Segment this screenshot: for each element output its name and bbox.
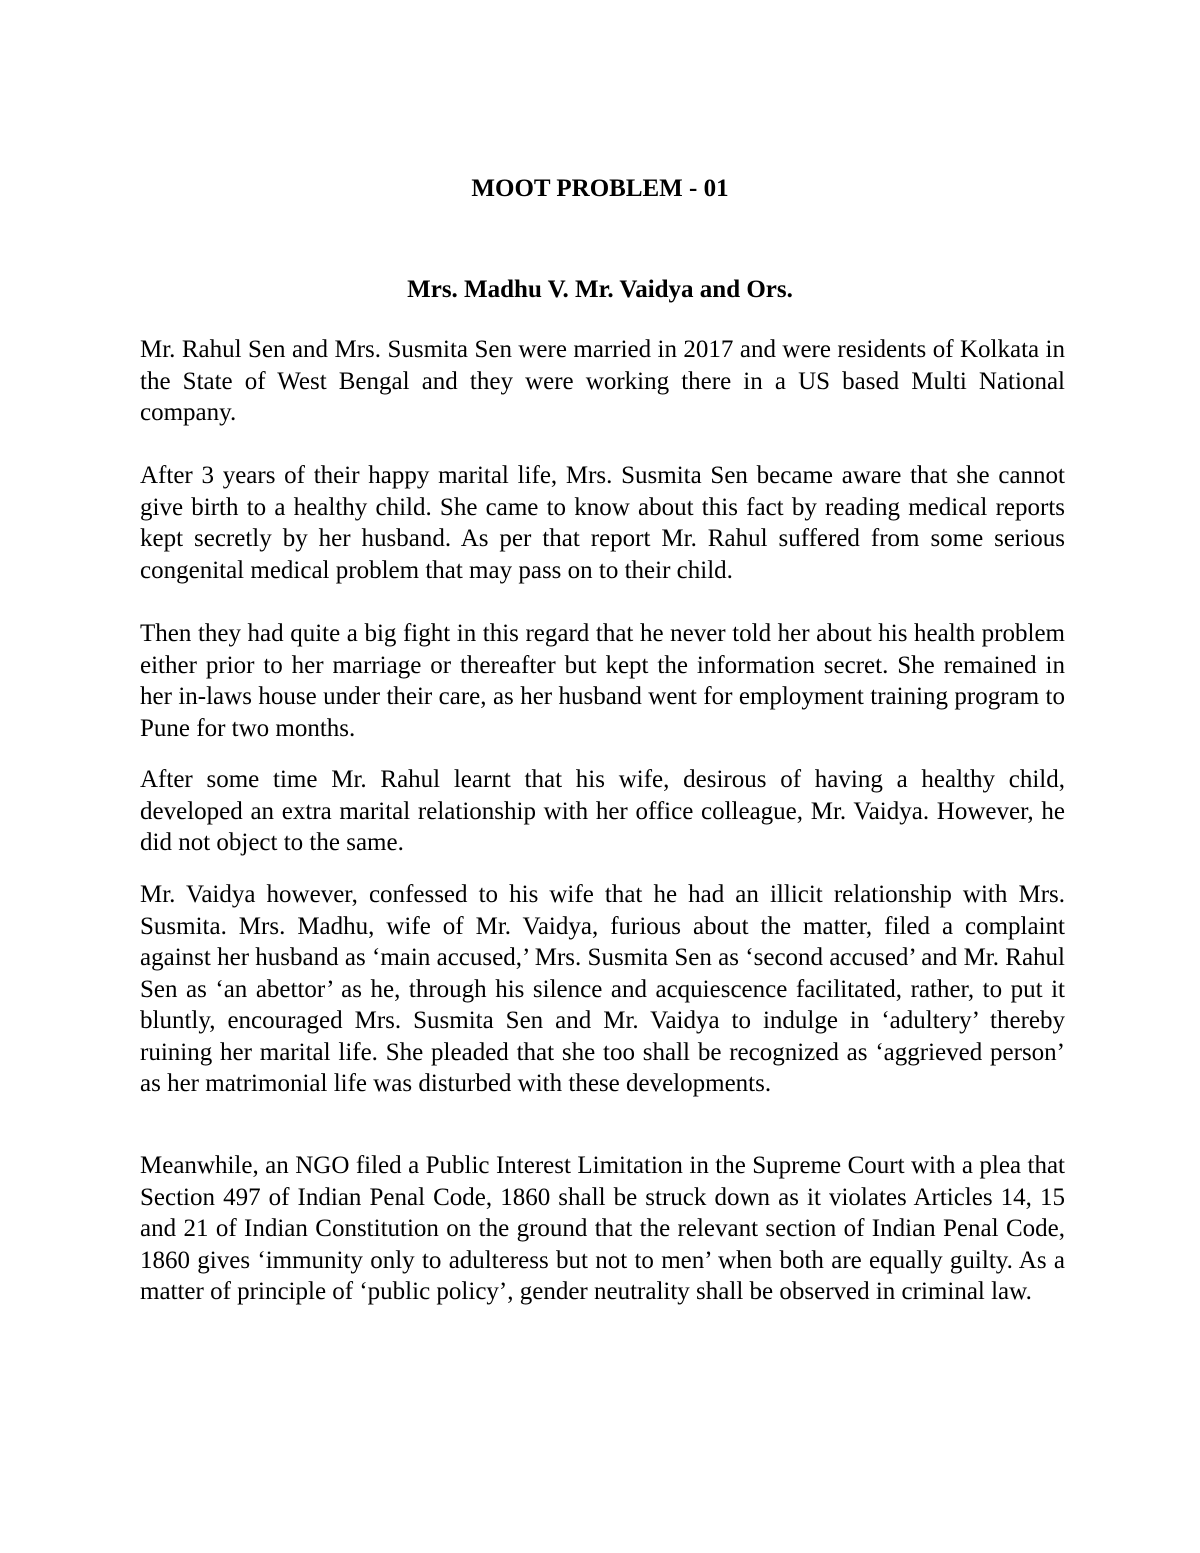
case-title: Mrs. Madhu V. Mr. Vaidya and Ors. bbox=[407, 276, 793, 303]
paragraph-complaint: Mr. Vaidya however, confessed to his wife that he had an illicit relationship with Mrs. Susmita. Mrs. Madhu, wife of Mr. Vaidya, furious about the matter, filed a complaint against her husband as ‘main accused,’ Mrs. Susmita Sen as ‘second accused’ and Mr. Rahul Sen as ‘an abettor’ as he, through his silence and acquiescence facilitated, rather, to put it bluntly, encouraged Mrs. Susmita Sen and Mr. Vaidya to indulge in ‘adultery’ thereby ruining her marital life. She pleaded that she too shall be recognized as ‘aggrieved person’ as her matrimonial life was disturbed with these developments. bbox=[140, 881, 1065, 1097]
document-title: MOOT PROBLEM - 01 bbox=[471, 175, 729, 202]
paragraph-medical-discovery: After 3 years of their happy marital life, Mrs. Susmita Sen became aware that she cannot give birth to a healthy child. She came to know about this fact by reading medical reports kept secretly by her husband. As per that report Mr. Rahul suffered from some serious congenital medical problem that may pass on to their child. bbox=[140, 462, 1065, 584]
paragraph-relationship: After some time Mr. Rahul learnt that his wife, desirous of having a healthy child, developed an extra marital relationship with her office colleague, Mr. Vaidya. However, he did not object to the same. bbox=[140, 766, 1065, 856]
paragraph-background: Mr. Rahul Sen and Mrs. Susmita Sen were married in 2017 and were residents of Kolkata in the State of West Bengal and they were working there in a US based Multi National company. bbox=[140, 336, 1065, 426]
paragraph-fight: Then they had quite a big fight in this regard that he never told her about his health problem either prior to her marriage or thereafter but kept the information secret. She remained in her in-laws house under their care, as her husband went for employment training program to Pune for two months. bbox=[140, 620, 1065, 742]
paragraph-pil: Meanwhile, an NGO filed a Public Interest Limitation in the Supreme Court with a plea that Section 497 of Indian Penal Code, 1860 shall be struck down as it violates Articles 14, 15 and 21 of Indian Constitution on the ground that the relevant section of Indian Penal Code, 1860 gives ‘immunity only to adulteress but not to men’ when both are equally guilty. As a matter of principle of ‘public policy’, gender neutrality shall be observed in criminal law. bbox=[140, 1152, 1065, 1305]
